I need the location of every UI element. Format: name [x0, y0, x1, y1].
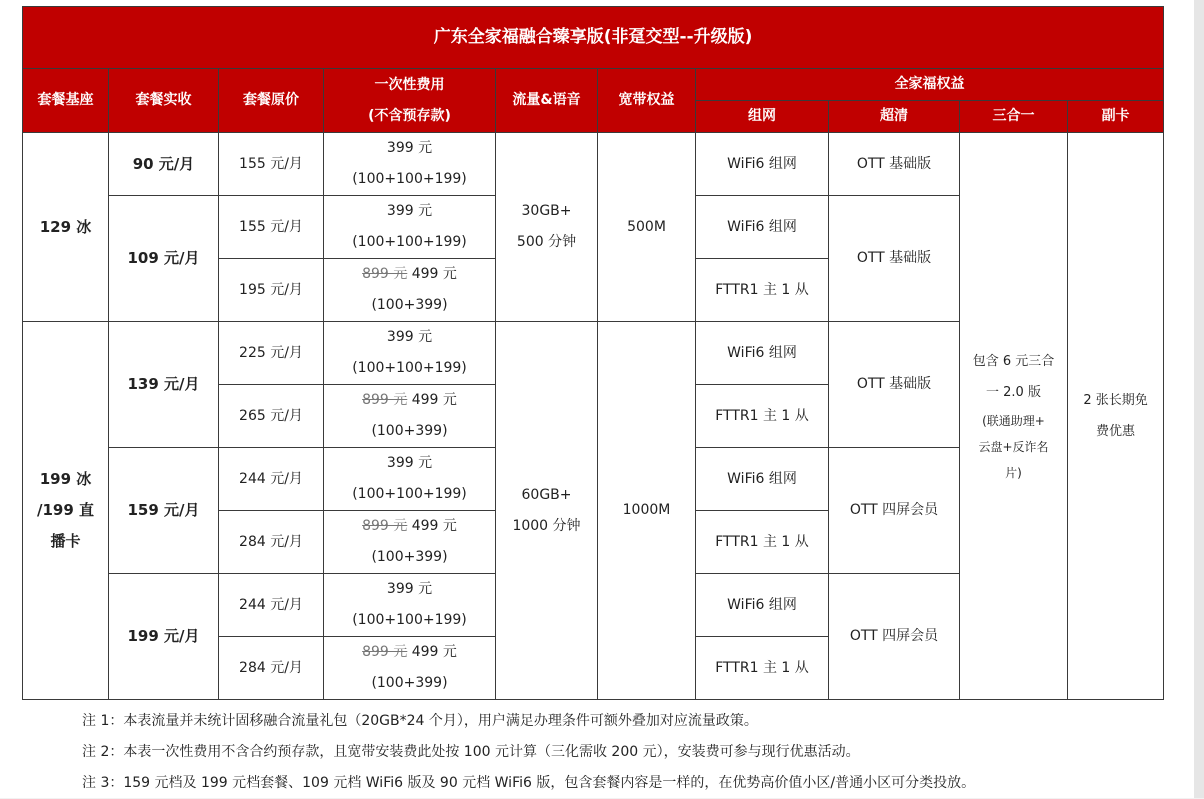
hd-cell: OTT 基础版 [829, 133, 960, 196]
threeinone-line3: (联通助理+ [982, 414, 1045, 428]
table-row [23, 133, 1164, 196]
threeinone-line4: 云盘+反诈名 [978, 440, 1049, 454]
traffic-cell-30gb [496, 133, 598, 322]
subcard-line1: 2 张长期免 [1083, 393, 1148, 408]
broadband-cell-500m: 500M [598, 133, 696, 322]
base-cell-129: 129 冰 [23, 133, 109, 322]
hd-cell-merged: OTT 四屏会员 [829, 448, 960, 574]
onetime-fee-cell [324, 448, 496, 511]
network-cell: WiFi6 组网 [696, 448, 829, 511]
hd-cell-merged: OTT 基础版 [829, 322, 960, 448]
original-price-cell: 195 元/月 [219, 259, 324, 322]
tier-cell-109: 109 元/月 [109, 196, 219, 322]
fee-amount: 399 元 [386, 581, 433, 597]
fee-original-strike: 899 元 [362, 644, 408, 660]
onetime-fee-cell [324, 385, 496, 448]
header-threeinone: 三合一 [960, 101, 1068, 133]
broadband-cell-1000m: 1000M [598, 322, 696, 700]
fee-amount-line [324, 637, 495, 668]
original-price-cell: 244 元/月 [219, 574, 324, 637]
fee-original-strike: 899 元 [362, 392, 408, 408]
header-onetime-line2: (不含预存款) [368, 107, 451, 124]
original-price-cell: 265 元/月 [219, 385, 324, 448]
header-traffic: 流量&语音 [496, 69, 598, 133]
network-cell: FTTR1 主 1 从 [696, 259, 829, 322]
onetime-fee-cell [324, 196, 496, 259]
base-line2: /199 直 [36, 501, 94, 519]
traffic-voice: 1000 分钟 [512, 517, 581, 534]
tier-cell-90: 90 元/月 [109, 133, 219, 196]
base-line3: 播卡 [50, 532, 81, 550]
network-cell: FTTR1 主 1 从 [696, 511, 829, 574]
fee-breakdown: (100+100+199) [352, 612, 467, 628]
hd-cell-merged: OTT 四屏会员 [829, 574, 960, 700]
subcard-line2: 费优惠 [1096, 424, 1136, 439]
threeinone-line2: 一 2.0 版 [986, 385, 1041, 400]
tier-cell-139: 139 元/月 [109, 322, 219, 448]
fee-amount: 499 元 [411, 644, 457, 660]
threeinone-line5: 片) [1005, 466, 1022, 480]
tier-cell-159: 159 元/月 [109, 448, 219, 574]
network-cell: WiFi6 组网 [696, 574, 829, 637]
fee-amount: 399 元 [386, 455, 433, 471]
header-hd: 超清 [829, 101, 960, 133]
header-network: 组网 [696, 101, 829, 133]
fee-amount: 399 元 [386, 140, 433, 156]
base-line1: 199 冰 [39, 470, 92, 488]
threeinone-line1: 包含 6 元三合 [972, 354, 1055, 369]
header-broadband: 宽带权益 [598, 69, 696, 133]
fee-amount: 499 元 [411, 266, 457, 282]
fee-breakdown: (100+399) [371, 297, 448, 313]
onetime-fee-cell [324, 574, 496, 637]
onetime-fee-cell [324, 511, 496, 574]
plan-table [22, 6, 1164, 700]
original-price-cell: 225 元/月 [219, 322, 324, 385]
fee-breakdown: (100+100+199) [352, 171, 467, 187]
fee-breakdown: (100+399) [371, 549, 448, 565]
threeinone-cell [960, 133, 1068, 700]
table-title: 广东全家福融合臻享版(非趸交型--升级版) [23, 7, 1164, 69]
subcard-cell [1068, 133, 1164, 700]
tier-cell-199: 199 元/月 [109, 574, 219, 700]
network-cell: WiFi6 组网 [696, 133, 829, 196]
traffic-cell-60gb [496, 322, 598, 700]
original-price-cell: 244 元/月 [219, 448, 324, 511]
base-cell-199 [23, 322, 109, 700]
original-price-cell: 155 元/月 [219, 196, 324, 259]
fee-amount-line [324, 259, 495, 290]
fee-amount-line [324, 511, 495, 542]
onetime-fee-cell [324, 637, 496, 700]
traffic-voice: 500 分钟 [516, 234, 577, 250]
fee-amount: 399 元 [386, 203, 433, 219]
header-actual: 套餐实收 [109, 69, 219, 133]
network-cell: WiFi6 组网 [696, 196, 829, 259]
traffic-data: 30GB+ [521, 203, 572, 219]
fee-amount: 499 元 [411, 392, 457, 408]
header-family: 全家福权益 [696, 69, 1164, 101]
header-original: 套餐原价 [219, 69, 324, 133]
fee-original-strike: 899 元 [362, 518, 408, 534]
network-cell: WiFi6 组网 [696, 322, 829, 385]
fee-breakdown: (100+100+199) [352, 234, 467, 250]
note-2: 注 2：本表一次性费用不含合约预存款，且宽带安装费此处按 100 元计算（三化需收 200 元），安装费可参与现行优惠活动。 [82, 744, 860, 760]
fee-amount: 499 元 [411, 518, 457, 534]
fee-original-strike: 899 元 [362, 266, 408, 282]
fee-breakdown: (100+100+199) [352, 360, 467, 376]
original-price-cell: 155 元/月 [219, 133, 324, 196]
header-base: 套餐基座 [23, 69, 109, 133]
page-edge [1194, 0, 1204, 798]
header-subcard: 副卡 [1068, 101, 1164, 133]
fee-amount: 399 元 [386, 329, 433, 345]
fee-amount-line [324, 385, 495, 416]
fee-breakdown: (100+399) [371, 423, 448, 439]
note-1: 注 1：本表流量并未统计固移融合流量礼包（20GB*24 个月），用户满足办理条件可额外叠加对应流量政策。 [82, 713, 758, 729]
onetime-fee-cell [324, 133, 496, 196]
onetime-fee-cell [324, 322, 496, 385]
traffic-data: 60GB+ [521, 486, 572, 503]
network-cell: FTTR1 主 1 从 [696, 385, 829, 448]
network-cell: FTTR1 主 1 从 [696, 637, 829, 700]
original-price-cell: 284 元/月 [219, 637, 324, 700]
header-onetime-line1: 一次性费用 [374, 76, 445, 93]
fee-breakdown: (100+100+199) [352, 486, 467, 502]
fee-breakdown: (100+399) [371, 675, 448, 691]
notes-section [82, 706, 975, 799]
onetime-fee-cell [324, 259, 496, 322]
header-onetime [324, 69, 496, 133]
note-3: 注 3：159 元档及 199 元档套餐、109 元档 WiFi6 版及 90 元档 WiFi6 版，包含套餐内容是一样的，在优势高价值小区/普通小区可分类投放。 [82, 775, 976, 791]
hd-cell-merged: OTT 基础版 [829, 196, 960, 322]
original-price-cell: 284 元/月 [219, 511, 324, 574]
